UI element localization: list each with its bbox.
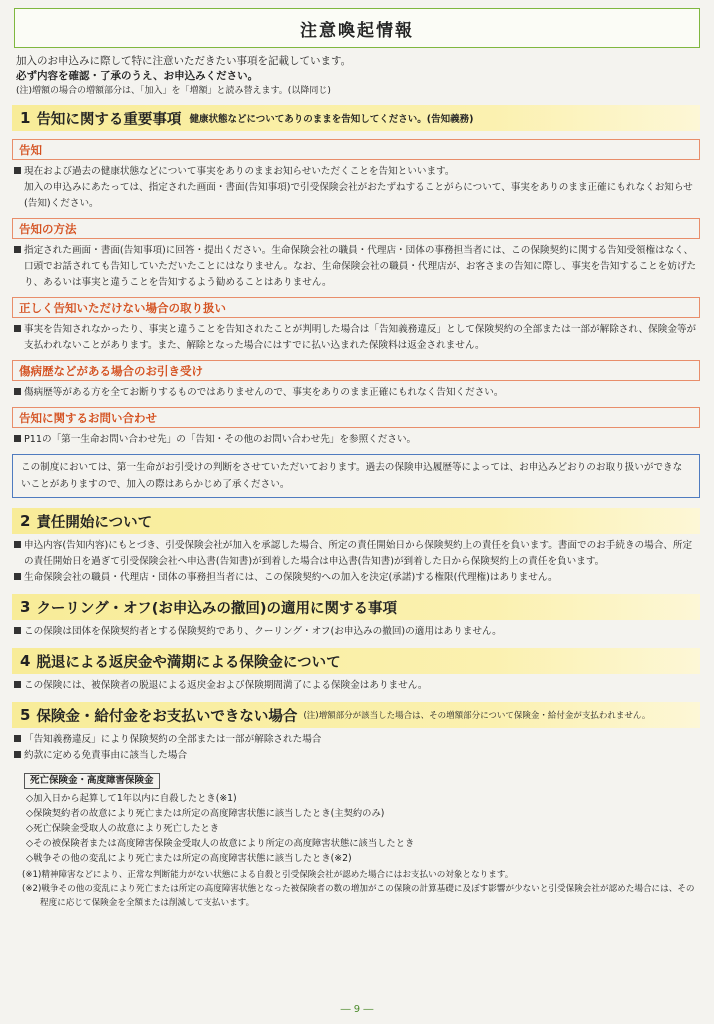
intro-line-1: 加入のお申込みに際して特に注意いただきたい事項を記載しています。	[16, 55, 352, 67]
section-5-bullet-2-text: 約款に定める免責事由に該当した場合	[24, 750, 188, 761]
section-5-bullet-1	[12, 732, 700, 748]
exclusion-item: ◇加入日から起算して1年以内に自殺したとき(※1)	[26, 793, 237, 804]
byoreki-header	[12, 360, 700, 381]
byoreki-bullet	[12, 385, 700, 401]
section-1-subtitle: 健康状態などについてありのままを告知してください。(告知義務)	[189, 114, 474, 125]
section-4-bullet	[12, 678, 700, 694]
toriatsukai-bullet-text: 事実を告知されなかったり、事実と違うことを告知されたことが判明した場合は「告知義務違反」として保険契約の全部または一部が解除され、保険金等が支払われないことがあります。また、解除となった場合にはすでに払い込まれた保険料は返金されません。	[24, 324, 697, 351]
section-5-bullet-1-text: 「告知義務違反」により保険契約の全部または一部が解除された場合	[24, 734, 322, 745]
bullet-square-icon	[14, 167, 21, 174]
section-2-bullet-1-text: 申込内容(告知内容)にもとづき、引受保険会社が加入を承認した場合、所定の責任開始日から保険契約上の責任を負います。書面でのお手続きの場合、所定の責任開始日を過ぎて引受保険会社へ申込書(告知書)が到着した場合は申込書(告知書)が到着した日から保険契約上の責任を負います。	[24, 540, 693, 567]
kokuchi-paragraph: 加入の申込みにあたっては、指定された画面・書面(告知事項)で引受保険会社がおたずねすることがらについて、事実をありのまま正確にもれなくお知らせ(告知)ください。	[24, 182, 693, 209]
kokuchi-bullet-text: 現在および過去の健康状態などについて事実をありのままお知らせいただくことを告知といいます。	[24, 166, 455, 177]
toiawase-title: 告知に関するお問い合わせ	[19, 410, 157, 425]
toiawase-bullet	[12, 432, 700, 448]
section-3-bullet-text: この保険は団体を保険契約者とする保険契約であり、クーリング・オフ(お申込みの撤回)の適用はありません。	[24, 626, 502, 637]
section-3-header	[12, 594, 700, 620]
underwriting-notice-text: この制度においては、第一生命がお引受けの判断をさせていただいております。過去の保険申込履歴等によっては、お申込みどおりのお取り扱いができないことがありますので、加入の際はあらかじめ了承ください。	[21, 462, 683, 490]
houhou-bullet	[12, 243, 700, 291]
toriatsukai-header	[12, 297, 700, 318]
section-1-number: 1	[20, 109, 31, 127]
section-2-bullet-2	[12, 570, 700, 586]
exclusion-item: ◇その被保険者または高度障害保険金受取人の故意により所定の高度障害状態に該当したとき	[26, 838, 415, 849]
section-1-header	[12, 105, 700, 131]
intro	[12, 54, 700, 99]
benefit-label-row	[12, 768, 700, 789]
kokuchi-bullet	[12, 164, 700, 180]
section-4-number: 4	[20, 652, 31, 670]
section-2-number: 2	[20, 512, 31, 530]
exclusion-list	[12, 791, 700, 866]
underwriting-notice-box	[12, 454, 700, 498]
byoreki-title: 傷病歴などがある場合のお引き受け	[19, 363, 203, 378]
section-5-number: 5	[20, 706, 31, 724]
page-number: ― 9 ―	[340, 1004, 374, 1015]
toiawase-bullet-text: P11の「第一生命お問い合わせ先」の「告知・その他のお問い合わせ先」を参照ください。	[24, 434, 417, 445]
bullet-square-icon	[14, 388, 21, 395]
section-5-title: 保険金・給付金をお支払いできない場合	[36, 708, 298, 725]
kokuchi-header	[12, 139, 700, 160]
bullet-square-icon	[14, 246, 21, 253]
bullet-square-icon	[14, 735, 21, 742]
intro-line-2: 必ず内容を確認・了承のうえ、お申込みください。	[16, 70, 259, 82]
bullet-square-icon	[14, 627, 21, 634]
bullet-square-icon	[14, 325, 21, 332]
kokuchi-title: 告知	[19, 142, 42, 157]
toriatsukai-title: 正しく告知いただけない場合の取り扱い	[19, 300, 226, 315]
byoreki-bullet-text: 傷病歴等がある方を全てお断りするものではありませんので、事実をありのまま正確にもれなく告知ください。	[24, 387, 504, 398]
section-5-header	[12, 702, 700, 728]
toiawase-header	[12, 407, 700, 428]
section-2-header	[12, 508, 700, 534]
section-3-title: クーリング・オフ(お申込みの撤回)の適用に関する事項	[36, 600, 397, 617]
section-5-subtitle: (注)増額部分が該当した場合は、その増額部分について保険金・給付金が支払われません。	[303, 711, 651, 721]
section-2-title: 責任開始について	[36, 514, 153, 531]
intro-note: (注)増額の場合の増額部分は、「加入」を「増額」と読み替えます。(以降同じ)	[16, 86, 331, 96]
bullet-square-icon	[14, 573, 21, 580]
section-3-bullet	[12, 624, 700, 640]
footnotes	[12, 868, 700, 910]
section-4-header	[12, 648, 700, 674]
page-title: 注意喚起情報	[300, 20, 414, 41]
section-2-bullet-1	[12, 538, 700, 570]
section-2-bullet-2-text: 生命保険会社の職員・代理店・団体の事務担当者には、この保険契約への加入を決定(承諾)する権限(代理権)はありません。	[24, 572, 558, 583]
footnote-2: (※2)戦争その他の変乱により死亡または所定の高度障害状態となった被保険者の数の増加がこの保険の計算基礎に及ぼす影響が少ないと引受保険会社が認めた場合には、その程度に応じて保険金を全額または削減して支払います。	[22, 884, 695, 908]
page-title-box	[14, 8, 700, 48]
section-3-number: 3	[20, 598, 31, 616]
bullet-square-icon	[14, 435, 21, 442]
exclusion-item: ◇保険契約者の故意により死亡または所定の高度障害状態に該当したとき(主契約のみ)	[26, 808, 385, 819]
bullet-square-icon	[14, 541, 21, 548]
toriatsukai-bullet	[12, 322, 700, 354]
exclusion-item: ◇戦争その他の変乱により死亡または所定の高度障害状態に該当したとき(※2)	[26, 853, 352, 864]
section-5-bullet-2	[12, 748, 700, 764]
benefit-type-label: 死亡保険金・高度障害保険金	[24, 773, 160, 789]
section-4-title: 脱退による返戻金や満期による保険金について	[36, 654, 341, 671]
bullet-square-icon	[14, 681, 21, 688]
houhou-title: 告知の方法	[19, 221, 77, 236]
section-1-title: 告知に関する重要事項	[36, 111, 182, 128]
houhou-bullet-text: 指定された画面・書面(告知事項)に回答・提出ください。生命保険会社の職員・代理店・団体の事務担当者には、この保険契約に関する告知受領権はなく、口頭でお話されても告知していただいたことにはなりません。なお、生命保険会社の職員・代理店が、お客さまの告知に際し、事実を告知することを妨げたり、あるいは事実と違うことを告知するよう勧めることはありません。	[24, 245, 697, 288]
footnote-1: (※1)精神障害などにより、正常な判断能力がない状態による自殺と引受保険会社が認めた場合にはお支払いの対象となります。	[22, 870, 514, 880]
bullet-square-icon	[14, 751, 21, 758]
section-4-bullet-text: この保険には、被保険者の脱退による返戻金および保険期間満了による保険金はありません。	[24, 680, 428, 691]
notice-page	[12, 8, 700, 910]
exclusion-item: ◇死亡保険金受取人の故意により死亡したとき	[26, 823, 220, 834]
houhou-header	[12, 218, 700, 239]
